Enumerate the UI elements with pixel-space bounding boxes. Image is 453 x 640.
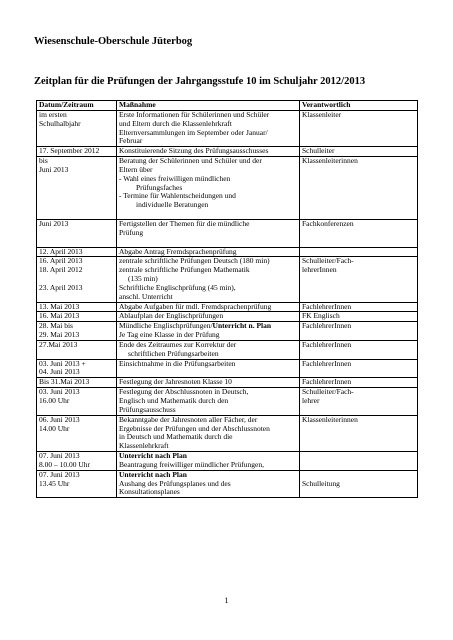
header-measure: Maßnahme — [117, 101, 300, 111]
responsible-line: FachlehrerInnen — [302, 359, 352, 368]
measure-line — [119, 360, 297, 369]
schedule-table — [36, 100, 418, 498]
measure-text: Mündliche Englischprüfungen/ — [119, 321, 213, 331]
measure-line — [119, 303, 297, 312]
date-line: Bis 31.Mai 2013 — [39, 377, 90, 387]
table-row — [37, 247, 418, 257]
responsible-line: FachlehrerInnen — [302, 377, 352, 387]
measure-text: Schriftliche Englischprüfung (45 min), — [119, 282, 236, 292]
responsible-cell — [300, 378, 418, 388]
measure-cell — [117, 247, 300, 257]
responsible-line: lehrerInnen — [302, 265, 337, 275]
date-cell — [37, 452, 117, 471]
measure-line — [119, 220, 297, 229]
measure-text: Je Tag eine Klasse in der Prüfung — [119, 330, 220, 340]
date-cell — [37, 378, 117, 388]
date-line: Juni 2013 — [39, 219, 69, 228]
measure-cell — [117, 219, 300, 247]
responsible-line: Klassenleiterinnen — [302, 415, 358, 424]
measure-line — [119, 442, 297, 451]
measure-line — [119, 350, 297, 359]
responsible-line: FachlehrerInnen — [302, 302, 352, 311]
measure-cell — [117, 147, 300, 157]
responsible-line: FachlehrerInnen — [302, 340, 352, 349]
measure-text: Beratung der Schülerinnen und Schüler und der — [119, 156, 262, 166]
table-row — [37, 322, 418, 341]
responsible-cell — [300, 452, 418, 471]
measure-cell — [117, 312, 300, 322]
measure-text: Unterricht nach Plan — [119, 451, 187, 461]
responsible-line: Fachkonferenzen — [302, 219, 354, 228]
measure-text: schriftlichen Prüfungsarbeiten — [128, 348, 219, 358]
measure-line — [119, 238, 297, 247]
measure-cell — [117, 257, 300, 302]
table-row — [37, 340, 418, 359]
measure-text: Prüfungsausschuss — [119, 404, 176, 414]
table-row — [37, 359, 418, 378]
school-name: Wiesenschule-Oberschule Jüterbog — [34, 36, 193, 47]
date-line: Juni 2013 — [39, 164, 69, 174]
table-row — [37, 302, 418, 312]
date-cell — [37, 322, 117, 341]
measure-line — [119, 210, 297, 219]
measure-text: Einsichtnahme in die Prüfungsarbeiten — [119, 359, 236, 368]
date-line: 06. Juni 2013 — [39, 415, 80, 424]
responsible-cell — [300, 110, 418, 146]
date-cell — [37, 340, 117, 359]
measure-cell — [117, 302, 300, 312]
responsible-cell — [300, 157, 418, 220]
measure-text: Ende des Zeitraumes zur Korrektur der — [119, 340, 237, 349]
measure-text: Februar — [119, 136, 143, 146]
measure-cell — [117, 452, 300, 471]
responsible-line: Schulleiter — [302, 146, 335, 156]
measure-text: Unterricht nach Plan — [119, 470, 187, 479]
date-line: 28. Mai bis — [39, 321, 73, 331]
document-title: Zeitplan für die Prüfungen der Jahrgangsstufe 10 im Schuljahr 2012/2013 — [34, 76, 366, 87]
table-row — [37, 470, 418, 498]
measure-line — [119, 293, 297, 302]
page-number: 1 — [224, 596, 229, 605]
measure-text: Aushang des Prüfungsplanes und des — [119, 478, 231, 488]
date-line: 17. September 2012 — [39, 146, 100, 156]
responsible-cell — [300, 247, 418, 257]
responsible-cell — [300, 322, 418, 341]
measure-emphasis: Unterricht n. Plan — [212, 321, 272, 331]
date-line: 03. Juni 2013 — [39, 387, 80, 397]
measure-text: Eltern über — [119, 164, 153, 174]
date-cell — [37, 110, 117, 146]
table-row — [37, 157, 418, 220]
table-row — [37, 378, 418, 388]
responsible-cell — [300, 147, 418, 157]
date-line: 23. April 2013 — [39, 282, 83, 292]
responsible-line — [302, 452, 415, 461]
measure-text: Festlegung der Jahresnoten Klasse 10 — [119, 377, 232, 387]
table-row — [37, 415, 418, 451]
measure-line — [119, 331, 297, 340]
responsible-line: FachlehrerInnen — [302, 321, 352, 331]
table-row — [37, 147, 418, 157]
measure-line — [119, 406, 297, 415]
measure-line — [119, 201, 297, 210]
date-cell — [37, 157, 117, 220]
measure-text: zentrale schriftliche Prüfungen Deutsch (180 min) — [119, 256, 270, 266]
measure-cell — [117, 110, 300, 146]
measure-text: Konstituierende Sitzung des Prüfungsausschusses — [119, 146, 269, 156]
responsible-cell — [300, 312, 418, 322]
date-cell — [37, 147, 117, 157]
date-line: 8.00 – 10.00 Uhr — [39, 459, 91, 469]
measure-text: Abgabe Aufgaben für mdl. Fremdsprachenprüfung — [119, 302, 272, 311]
table-header-row — [37, 101, 418, 111]
measure-text: Prüfung — [119, 227, 144, 237]
responsible-cell — [300, 415, 418, 451]
measure-cell — [117, 322, 300, 341]
table-row — [37, 388, 418, 416]
responsible-cell — [300, 340, 418, 359]
measure-line — [119, 229, 297, 238]
measure-line — [119, 378, 297, 387]
measure-line — [119, 312, 297, 321]
measure-cell — [117, 378, 300, 388]
table-row — [37, 110, 418, 146]
table-row — [37, 312, 418, 322]
date-line: 16. April 2013 — [39, 256, 83, 266]
measure-text: Elternversammlungen im September oder Januar/ — [119, 127, 268, 137]
schedule-body — [37, 110, 418, 497]
measure-cell — [117, 470, 300, 498]
responsible-line — [302, 248, 415, 257]
date-line: 16.00 Uhr — [39, 396, 70, 405]
date-cell — [37, 257, 117, 302]
measure-text: und Eltern durch die Klassenlehrkraft — [119, 118, 232, 128]
date-line: 18. April 2012 — [39, 265, 83, 275]
responsible-line: Klassenleiter — [302, 110, 342, 119]
responsible-cell — [300, 302, 418, 312]
measure-text: Prüfungsfaches — [136, 182, 183, 192]
date-line: 29. Mai 2013 — [39, 330, 80, 340]
date-line: 04. Juni 2013 — [39, 367, 80, 377]
measure-text: Fertigstellen der Themen für die mündliche — [119, 219, 250, 228]
measure-line — [119, 129, 297, 138]
date-line: 12. April 2013 — [39, 247, 83, 256]
responsible-cell — [300, 470, 418, 498]
date-cell — [37, 359, 117, 378]
measure-text: (135 min) — [128, 274, 158, 284]
measure-text: Konsultationsplanes — [119, 487, 180, 497]
responsible-cell — [300, 257, 418, 302]
date-line: 13.45 Uhr — [39, 478, 70, 488]
responsible-line: FK Englisch — [302, 311, 340, 321]
measure-text: Erste Informationen für Schülerinnen und Schüler — [119, 110, 270, 119]
responsible-line: Klassenleiterinnen — [302, 156, 358, 166]
measure-cell — [117, 415, 300, 451]
table-row — [37, 257, 418, 302]
date-line: Schulhalbjahr — [39, 118, 81, 128]
measure-text: Klassenlehrkraft — [119, 441, 169, 451]
date-cell — [37, 312, 117, 322]
date-line: im ersten — [39, 110, 67, 119]
measure-text: - Termine für Wahlentscheidungen und — [119, 191, 236, 201]
date-cell — [37, 415, 117, 451]
date-cell — [37, 302, 117, 312]
date-line: 27.Mai 2013 — [39, 340, 78, 349]
measure-line — [119, 147, 297, 156]
date-line: 13. Mai 2013 — [39, 302, 80, 311]
date-line: 14.00 Uhr — [39, 423, 70, 433]
measure-line — [119, 137, 297, 146]
responsible-line: Schulleitung — [302, 478, 340, 488]
date-line: 03. Juni 2013 + — [39, 359, 86, 368]
measure-text: Bekanntgabe der Jahresnoten aller Fächer, der — [119, 415, 258, 424]
measure-text: Englisch und Mathematik durch den — [119, 396, 229, 405]
header-date: Datum/Zeitraum — [37, 101, 117, 111]
measure-cell — [117, 388, 300, 416]
measure-text: Ergebnisse der Prüfungen und der Abschlussnoten — [119, 423, 270, 433]
header-responsible: Verantwortlich — [300, 101, 418, 111]
measure-cell — [117, 340, 300, 359]
measure-text: Festlegung der Abschlussnoten in Deutsch, — [119, 387, 249, 397]
responsible-line: Schulleiter/Fach- — [302, 387, 354, 397]
table-row — [37, 219, 418, 247]
measure-text: zentrale schriftliche Prüfungen Mathematik — [119, 265, 250, 275]
measure-text: - Wahl eines freiwilligen mündlichen — [119, 173, 231, 183]
date-cell — [37, 219, 117, 247]
date-line: bis — [39, 156, 48, 166]
measure-cell — [117, 359, 300, 378]
responsible-cell — [300, 359, 418, 378]
measure-text: Ablaufplan der Englischprüfungen — [119, 311, 224, 321]
measure-cell — [117, 157, 300, 220]
date-line: 07. Juni 2013 — [39, 470, 80, 479]
measure-text: Beantragung freiwilliger mündlicher Prüfungen, — [119, 459, 264, 469]
measure-line — [119, 488, 297, 497]
date-cell — [37, 388, 117, 416]
measure-text: Abgabe Antrag Fremdsprachenprüfung — [119, 247, 237, 256]
responsible-line: lehrer — [302, 396, 320, 405]
date-line: 16. Mai 2013 — [39, 311, 80, 321]
date-line: 07. Juni 2013 — [39, 451, 80, 461]
date-cell — [37, 247, 117, 257]
table-row — [37, 452, 418, 471]
measure-text: in Deutsch und Mathematik durch die — [119, 432, 233, 442]
responsible-cell — [300, 219, 418, 247]
date-cell — [37, 470, 117, 498]
responsible-line: Schulleiter/Fach- — [302, 256, 354, 266]
measure-line — [119, 461, 297, 470]
measure-text: anschl. Unterricht — [119, 291, 173, 301]
measure-text: individuelle Beratungen — [136, 200, 209, 210]
responsible-cell — [300, 388, 418, 416]
measure-line — [119, 248, 297, 257]
